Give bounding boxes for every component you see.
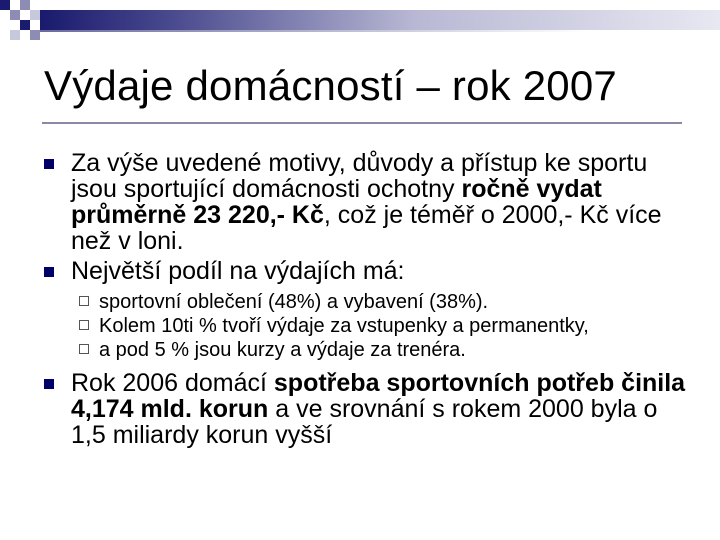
bullet-text: a ve srovnání s rokem 2000 byla o 1,5 miliardy korun vyšší [71,395,658,449]
deco-square [10,30,20,40]
bullet-text: Největší podíl na výdajích má: [71,257,405,285]
deco-square [30,10,40,20]
title-divider [42,122,682,124]
deco-square [20,0,30,10]
hollow-square-bullet-icon [79,344,89,354]
accent-bar [40,10,720,30]
slide-body [42,150,692,452]
slide-title: Výdaje domácností – rok 2007 [44,62,617,109]
bullet-text: Rok 2006 domácí [71,369,274,397]
hollow-square-bullet-icon [79,320,89,330]
deco-square [30,30,40,40]
bullet-item [42,370,692,448]
bullet-text: Za výše uvedené motivy, důvody a přístup ke sportu jsou sportující domácnosti ochotny [71,149,648,203]
sub-bullet-text: sportovní oblečení (48%) a vybavení (38%). [99,291,489,313]
square-bullet-icon [44,379,54,389]
sub-bullet-text: a pod 5 % jsou kurzy a výdaje za trenéra. [99,339,466,361]
bullet-text-bold: ročně vydat průměrně 23 220,- Kč [71,175,602,229]
accent-bar-line [40,30,720,32]
hollow-square-bullet-icon [79,296,89,306]
sub-bullet-text: Kolem 10ti % tvoří výdaje za vstupenky a permanentky, [99,315,589,337]
sub-bullet-item [42,314,639,338]
bullet-text: , což je téměř o 2000,- Kč více než v loni. [71,201,662,255]
bullet-text-bold: spotřeba sportovních potřeb činila 4,174 mld. korun [71,369,686,423]
bullet-item [42,258,692,284]
deco-square [20,20,30,30]
square-bullet-icon [44,159,54,169]
square-bullet-icon [44,267,54,277]
sub-bullet-item [42,338,692,362]
sub-bullet-item [42,290,692,314]
bullet-item [42,150,692,254]
deco-square [10,10,20,20]
header-decoration [0,0,720,50]
deco-square [0,0,10,10]
